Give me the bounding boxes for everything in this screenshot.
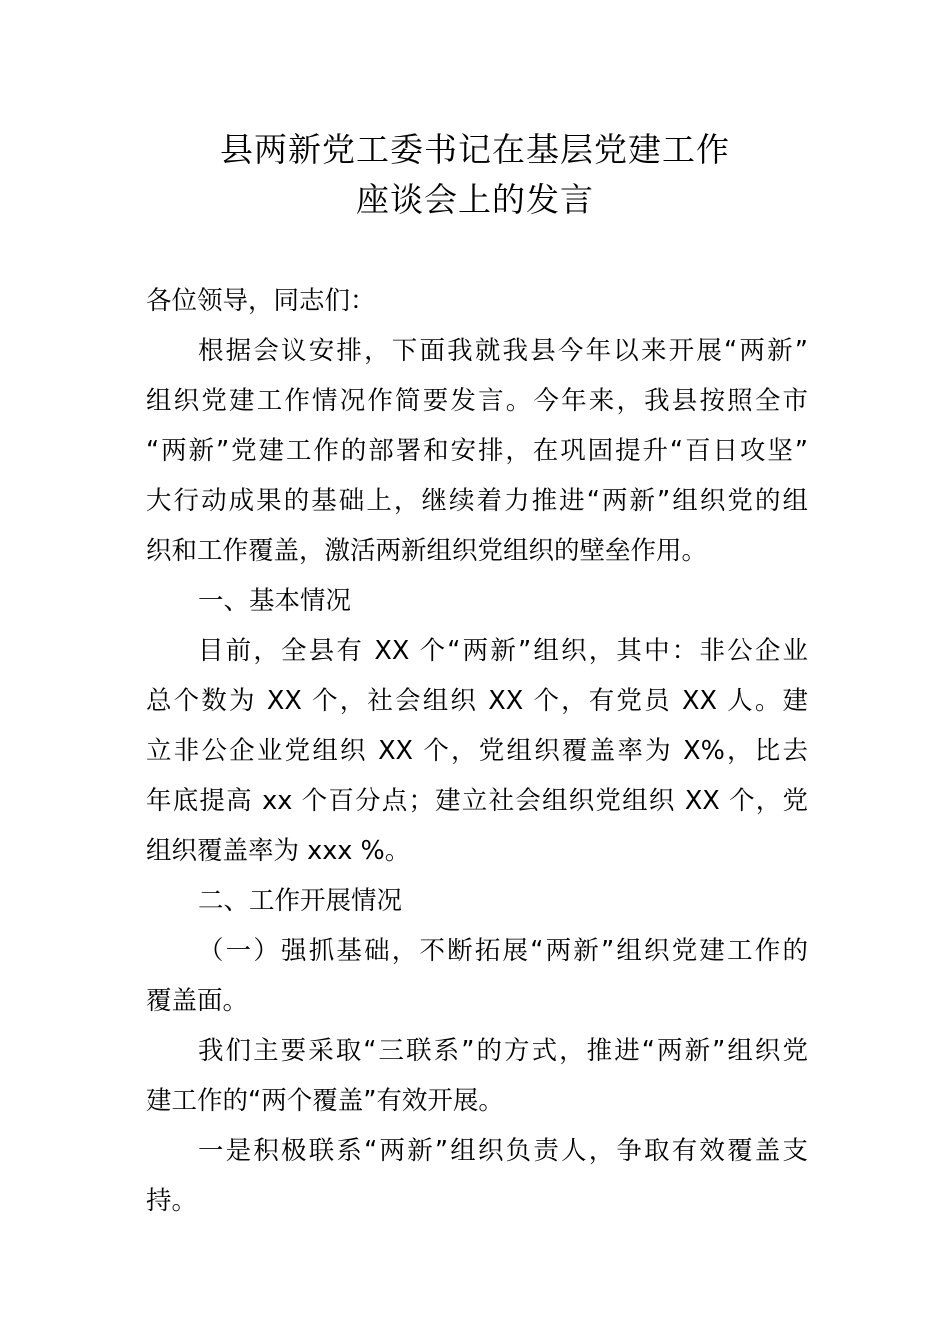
section-heading-basic: 一、基本情况 (198, 586, 352, 616)
paragraph-line: 建工作的“两个覆盖”有效开展。 (146, 1086, 504, 1116)
document-title-line-2: 座谈会上的发言 (356, 180, 594, 219)
document-body (146, 276, 808, 1226)
paragraph-line: 立非公企业党组织 XX 个，党组织覆盖率为 X%，比去 (146, 736, 808, 766)
paragraph-basic-stats (146, 626, 808, 876)
paragraph-line: 覆盖面。 (146, 986, 249, 1016)
paragraph-line: 我们主要采取“三联系”的方式，推进“两新”组织党 (198, 1036, 808, 1066)
paragraph-line: 组织党建工作情况作简要发言。今年来，我县按照全市 (146, 386, 808, 416)
paragraph-line: “两新”党建工作的部署和安排，在巩固提升“百日攻坚” (146, 436, 808, 466)
document-title-line-1: 县两新党工委书记在基层党建工作 (220, 130, 730, 169)
paragraph-line: 一是积极联系“两新”组织负责人，争取有效覆盖支 (198, 1136, 808, 1166)
paragraph-point-one (146, 1126, 808, 1226)
paragraph-line: （一）强抓基础，不断拓展“两新”组织党建工作的 (198, 936, 808, 966)
greeting: 各位领导，同志们： (146, 286, 376, 316)
paragraph-line: 组织覆盖率为 xxx %。 (146, 836, 411, 866)
paragraph-three-contacts (146, 1026, 808, 1126)
paragraph-line: 年底提高 xx 个百分点；建立社会组织党组织 XX 个，党 (146, 786, 808, 816)
paragraph-intro (146, 326, 808, 576)
paragraph-line: 总个数为 XX 个，社会组织 XX 个，有党员 XX 人。建 (146, 686, 808, 716)
paragraph-line: 大行动成果的基础上，继续着力推进“两新”组织党的组 (146, 486, 808, 516)
paragraph-line: 织和工作覆盖，激活两新组织党组织的壁垒作用。 (146, 536, 708, 566)
subsection-heading-1 (146, 926, 808, 1026)
paragraph-line: 目前，全县有 XX 个“两新”组织，其中：非公企业 (198, 636, 808, 666)
section-heading-work: 二、工作开展情况 (198, 886, 403, 916)
paragraph-line: 根据会议安排，下面我就我县今年以来开展“两新” (198, 336, 808, 366)
paragraph-line: 持。 (146, 1186, 198, 1216)
